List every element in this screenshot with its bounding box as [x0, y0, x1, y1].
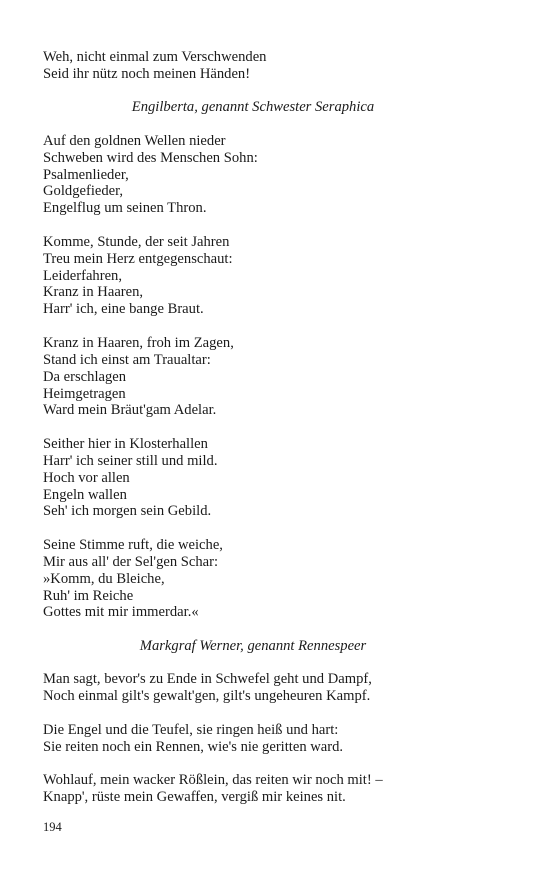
stanza	[43, 234, 423, 319]
stanza	[43, 49, 423, 83]
verse-line: Ruh' im Reiche	[43, 587, 134, 604]
verse-line: Leiderfahren,	[43, 267, 122, 284]
verse-line: Sie reiten noch ein Rennen, wie's nie geritten ward.	[43, 738, 344, 755]
speaker-heading: Markgraf Werner, genannt Rennespeer	[139, 637, 367, 654]
verse-line: Komme, Stunde, der seit Jahren	[43, 233, 230, 250]
verse-line: Wohlauf, mein wacker Rößlein, das reiten wir noch mit! –	[43, 771, 383, 788]
verse-line: Auf den goldnen Wellen nieder	[43, 132, 226, 149]
verse-line: Knapp', rüste mein Gewaffen, vergiß mir keines nit.	[43, 788, 346, 805]
page-number: 194	[43, 820, 62, 834]
verse-line: Treu mein Herz entgegenschaut:	[43, 250, 233, 267]
verse-line: Harr' ich, eine bange Braut.	[43, 301, 204, 318]
stanza	[43, 335, 423, 420]
verse-line: Man sagt, bevor's zu Ende in Schwefel geht und Dampf,	[43, 671, 372, 688]
verse-line: Die Engel und die Teufel, sie ringen heiß und hart:	[43, 721, 339, 738]
verse-line: Seither hier in Klosterhallen	[43, 435, 208, 452]
verse-line: Psalmenlieder,	[43, 166, 129, 183]
verse-line: Weh, nicht einmal zum Verschwenden	[43, 49, 267, 65]
stanza	[43, 133, 423, 218]
verse-line: Engelflug um seinen Thron.	[43, 200, 207, 217]
verse-line: Gottes mit mir immerdar.«	[43, 604, 199, 621]
verse-line: Schweben wird des Menschen Sohn:	[43, 149, 258, 166]
speaker-heading: Engilberta, genannt Schwester Seraphica	[131, 99, 375, 116]
verse-line: Ward mein Bräut'gam Adelar.	[43, 402, 217, 419]
verse-line: Seine Stimme ruft, die weiche,	[43, 536, 223, 553]
verse-line: Kranz in Haaren,	[43, 284, 144, 301]
verse-line: Mir aus all' der Sel'gen Schar:	[43, 553, 219, 570]
verse-line: Stand ich einst am Traualtar:	[43, 351, 211, 368]
verse-line: Engeln wallen	[43, 486, 127, 503]
stanza	[43, 671, 423, 705]
stanza	[43, 537, 423, 622]
page-body	[43, 49, 423, 822]
verse-line: Noch einmal gilt's gewalt'gen, gilt's ungeheuren Kampf.	[43, 688, 371, 705]
verse-line: Hoch vor allen	[43, 469, 130, 486]
verse-line: Kranz in Haaren, froh im Zagen,	[43, 334, 234, 351]
verse-line: Seid ihr nütz noch meinen Händen!	[43, 65, 251, 82]
verse-line: Seh' ich morgen sein Gebild.	[43, 503, 212, 520]
stanza	[43, 772, 423, 806]
verse-line: »Komm, du Bleiche,	[43, 570, 165, 587]
stanza	[43, 436, 423, 521]
verse-line: Da erschlagen	[43, 368, 127, 385]
verse-line: Goldgefieder,	[43, 183, 124, 200]
verse-line: Heimgetragen	[43, 385, 126, 402]
stanza	[43, 722, 423, 756]
verse-line: Harr' ich seiner still und mild.	[43, 452, 218, 469]
